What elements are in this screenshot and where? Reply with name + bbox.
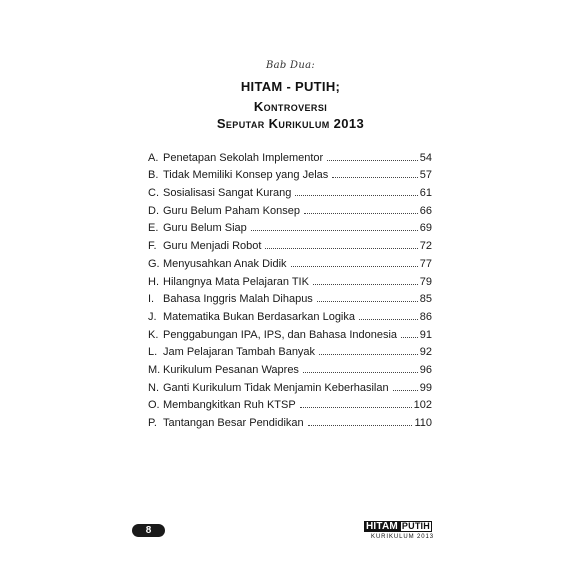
toc-entry-title: Penetapan Sekolah Implementor [163,151,324,164]
toc-entry [148,394,432,412]
toc-dot-leader [393,389,418,391]
chapter-title: HITAM - PUTIH; [240,79,341,94]
toc-entry-letter: C. [148,187,159,200]
toc-entry [148,305,432,323]
toc-entry-letter: M. [148,363,161,376]
toc-dot-leader [291,265,418,267]
toc-entry-page: 66 [419,204,432,217]
toc-entry [148,252,432,270]
toc-entry [148,358,432,376]
chapter-subtitle-line2: Seputar Kurikulum 2013 [216,116,365,131]
toc-entry-letter: D. [148,204,159,217]
toc-entry-page: 54 [419,151,432,164]
toc-entry-title: Ganti Kurikulum Tidak Menjamin Keberhasilan [163,381,389,394]
toc-entry [148,411,432,429]
toc-entry-title: Tidak Memiliki Konsep yang Jelas [163,169,329,182]
toc-entry-letter: P. [148,417,157,429]
logo-word-putih: PUTIH [401,521,430,531]
toc-entry-title: Penggabungan IPA, IPS, dan Bahasa Indonesia [163,328,398,341]
toc-entry-page: 96 [419,363,432,376]
toc-entry-title: Menyusahkan Anak Didik [163,257,287,270]
toc-dot-leader [251,229,418,231]
toc-entry-letter: A. [148,151,159,164]
toc-entry-page: 91 [419,328,432,341]
toc-entry-letter: G. [148,257,160,270]
logo-wordmark [364,521,434,532]
toc-entry-title: Membangkitkan Ruh KTSP [163,399,296,412]
toc-entry-letter: N. [148,381,159,394]
toc-entry-title: Kurikulum Pesanan Wapres [163,363,299,376]
toc-dot-leader [295,194,417,196]
chapter-label: Bab Dua: [265,60,316,71]
toc-entry-letter: E. [148,222,159,235]
toc-entry [148,341,432,359]
toc-entry-letter: F. [148,240,157,253]
toc-dot-leader [327,159,418,161]
toc-entry-page: 72 [419,240,432,253]
toc-entry-page: 57 [419,169,432,182]
toc-entry [148,288,432,306]
toc-entry-title: Guru Belum Paham Konsep [163,204,300,217]
toc-dot-leader [304,212,418,214]
toc-entry-letter: B. [148,169,159,182]
toc-entry [148,217,432,235]
toc-dot-leader [308,424,413,426]
toc-entry [148,270,432,288]
toc-entry [148,234,432,252]
toc-dot-leader [317,300,418,302]
toc-entry-page: 99 [419,381,432,394]
toc-entry-title: Jam Pelajaran Tambah Banyak [163,346,316,359]
toc-entry [148,146,432,164]
toc-dot-leader [359,318,418,320]
toc-entry-page: 85 [419,293,432,306]
toc-entry-page: 110 [414,417,432,429]
toc-entry [148,164,432,182]
toc-dot-leader [313,283,418,285]
toc-dot-leader [300,406,412,408]
toc-entry-letter: I. [148,293,155,306]
toc-dot-leader [319,353,418,355]
toc-entry-page: 86 [419,310,432,323]
chapter-subtitle-line1: Kontroversi [253,99,328,114]
toc-entry-page: 102 [413,399,432,412]
toc-entry-page: 69 [419,222,432,235]
toc-entry-letter: H. [148,275,159,288]
toc-entry-letter: J. [148,310,157,323]
toc-entry-title: Matematika Bukan Berdasarkan Logika [163,310,355,323]
toc-entry-title: Hilangnya Mata Pelajaran TIK [163,275,309,288]
toc-entry-title: Tantangan Besar Pendidikan [163,417,304,429]
table-of-contents [148,146,432,429]
toc-entry-letter: O. [148,399,160,412]
toc-entry [148,181,432,199]
toc-entry [148,323,432,341]
toc-entry-page: 92 [419,346,432,359]
toc-dot-leader [303,371,418,373]
toc-dot-leader [401,336,418,338]
toc-entry-page: 77 [419,257,432,270]
toc-entry-page: 61 [419,187,432,200]
toc-dot-leader [332,176,417,178]
toc-entry-letter: L. [148,346,158,359]
toc-entry-page: 79 [419,275,432,288]
page-number-badge: 8 [132,524,165,537]
toc-entry [148,199,432,217]
toc-entry-title: Guru Belum Siap [163,222,247,235]
series-logo [364,521,434,541]
toc-entry-title: Sosialisasi Sangat Kurang [163,187,292,200]
toc-entry-title: Guru Menjadi Robot [163,240,262,253]
logo-tagline: KURIKULUM 2013 [371,534,434,540]
toc-entry-title: Bahasa Inggris Malah Dihapus [163,293,313,306]
toc-entry [148,376,432,394]
toc-entry-letter: K. [148,328,159,341]
toc-dot-leader [265,247,417,249]
logo-word-hitam: HITAM [366,521,398,532]
